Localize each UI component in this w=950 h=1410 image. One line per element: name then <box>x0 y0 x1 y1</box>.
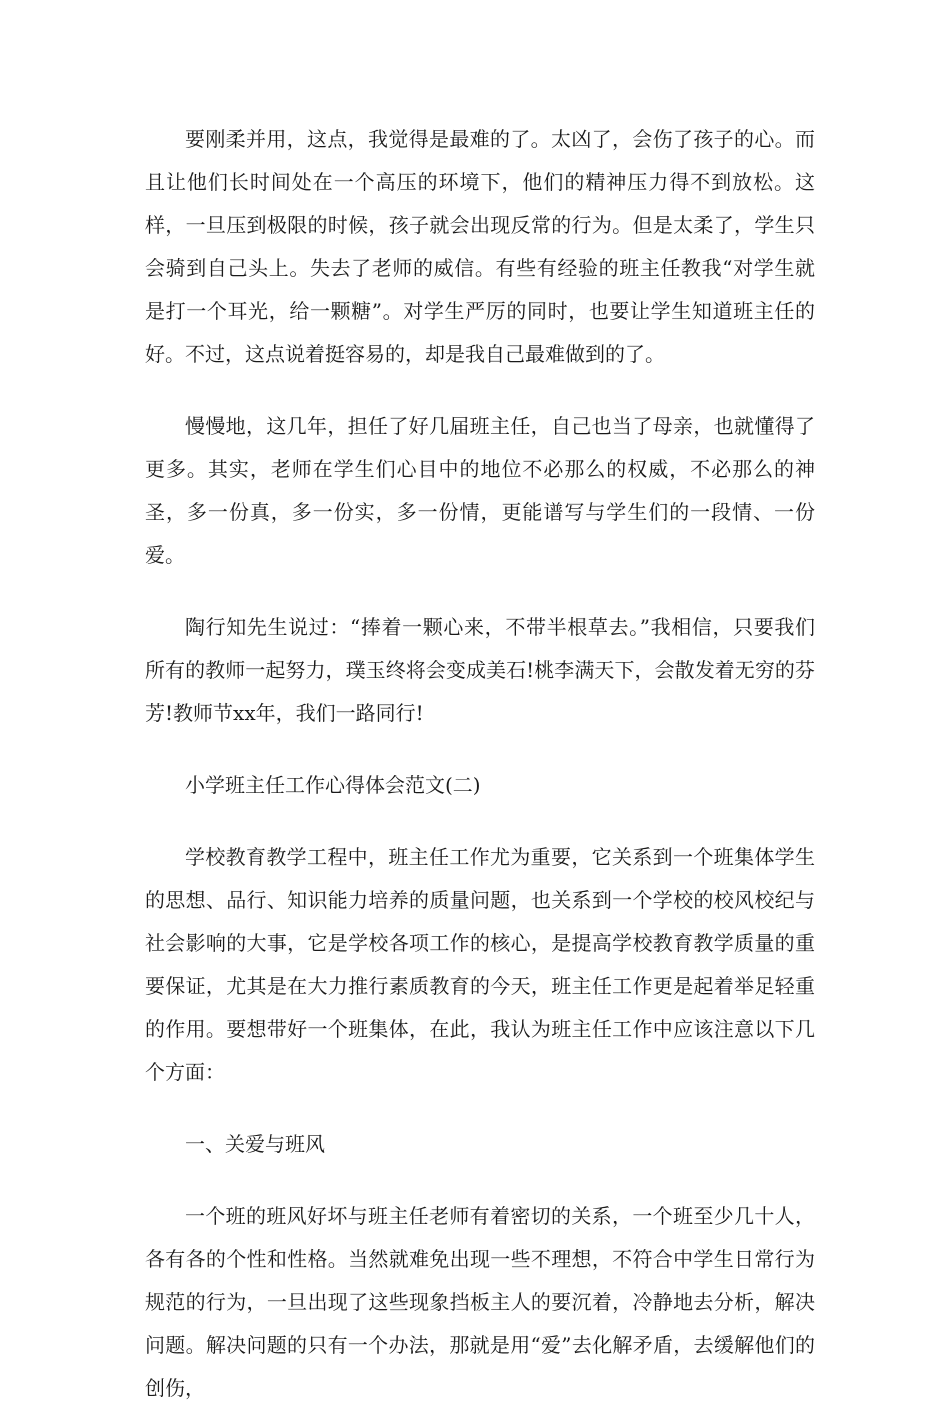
paragraph-rigid-and-gentle: 要刚柔并用，这点，我觉得是最难的了。太凶了，会伤了孩子的心。而且让他们长时间处在一个高压的环境下，他们的精神压力得不到放松。这样，一旦压到极限的时候，孩子就会出现反常的行为。但是太柔了，学生只会骑到自己头上。失去了老师的威信。有些有经验的班主任教我“对学生就是打一个耳光，给一颗糖”。对学生严厉的同时，也要让学生知道班主任的好。不过，这点说着挺容易的，却是我自己最难做到的了。 <box>145 127 815 366</box>
paragraph-tao-xingzhi-quote: 陶行知先生说过：“捧着一颗心来，不带半根草去。”我相信，只要我们所有的教师一起努力，璞玉终将会变成美石!桃李满天下，会散发着无穷的芬芳!教师节xx年，我们一路同行! <box>145 615 815 725</box>
paragraph-class-spirit: 一个班的班风好坏与班主任老师有着密切的关系，一个班至少几十人，各有各的个性和性格。当然就难免出现一些不理想，不符合中学生日常行为规范的行为，一旦出现了这些现象挡板主人的要沉着，冷静地去分析，解决问题。解决问题的只有一个办法，那就是用“爱”去化解矛盾，去缓解他们的创伤， <box>145 1204 815 1400</box>
document-body <box>145 118 815 1410</box>
paragraph-school-education: 学校教育教学工程中，班主任工作尤为重要，它关系到一个班集体学生的思想、品行、知识能力培养的质量问题，也关系到一个学校的校风校纪与社会影响的大事，它是学校各项工作的核心，是提高学校教育教学质量的重要保证，尤其是在大力推行素质教育的今天，班主任工作更是起着举足轻重的作用。要想带好一个班集体，在此，我认为班主任工作中应该注意以下几个方面： <box>145 845 815 1084</box>
paragraph-slowly: 慢慢地，这几年，担任了好几届班主任，自己也当了母亲，也就懂得了更多。其实，老师在学生们心目中的地位不必那么的权威，不必那么的神圣，多一份真，多一份实，多一份情，更能谱写与学生们的一段情、一份爱。 <box>145 414 815 567</box>
subheading-care-and-class-spirit: 一、关爱与班风 <box>185 1132 325 1156</box>
section-title-sample-two: 小学班主任工作心得体会范文(二) <box>185 773 481 797</box>
